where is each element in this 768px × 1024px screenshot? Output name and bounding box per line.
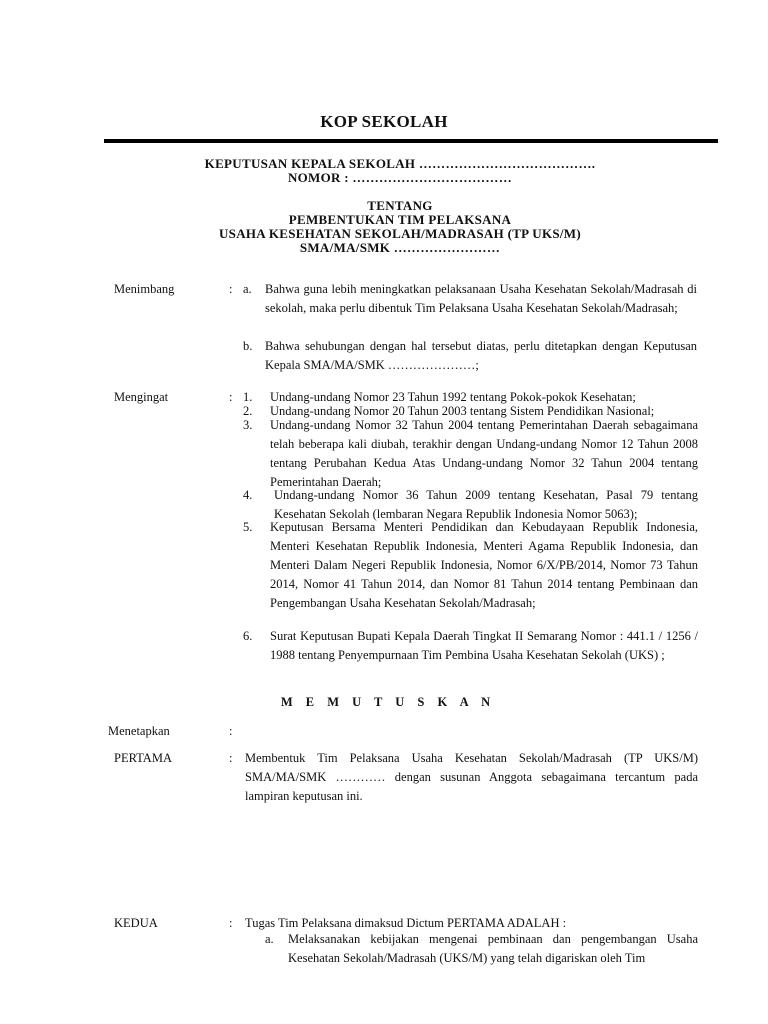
kedua-marker-a: a. [265, 932, 274, 946]
mengingat-item-2: Undang-undang Nomor 20 Tahun 2003 tentang Sistem Pendidikan Nasional; [270, 404, 655, 418]
menimbang-colon: : [229, 282, 233, 296]
mengingat-marker-4: 4. [243, 488, 253, 502]
decree-line: KEPUTUSAN KEPALA SEKOLAH …………………………………. [204, 156, 596, 171]
pertama-text: Membentuk Tim Pelaksana Usaha Kesehatan Sekolah/Madrasah (TP UKS/M) SMA/MA/SMK ………… dengan susunan Anggota sebagaimana tercantum pada lampiran keputusan ini. [245, 751, 698, 803]
mengingat-marker-5: 5. [243, 520, 253, 534]
kedua-intro: Tugas Tim Pelaksana dimaksud Dictum PERTAMA ADALAH : [245, 916, 567, 930]
mengingat-item-6: Surat Keputusan Bupati Kepala Daerah Tingkat II Semarang Nomor : 441.1 / 1256 / 1988 tentang Penyempurnaan Tim Pembina Usaha Kesehatan Sekolah (UKS) ; [270, 629, 698, 662]
subject-line-3: SMA/MA/SMK …………………… [299, 240, 501, 255]
letterhead-rule [104, 139, 718, 143]
about-heading: TENTANG [367, 198, 433, 213]
mengingat-colon: : [229, 390, 233, 404]
menimbang-item-b: Bahwa sehubungan dengan hal tersebut diatas, perlu ditetapkan dengan Keputusan Kepala SMA/MA/SMK …………………; [265, 339, 697, 372]
subject-line-1: PEMBENTUKAN TIM PELAKSANA [288, 212, 512, 227]
mengingat-item-5: Keputusan Bersama Menteri Pendidikan dan Kebudayaan Republik Indonesia, Menteri Kesehatan Republik Indonesia, Menteri Agama Republik Indonesia, dan Menteri Dalam Negeri Republik Indonesia, Nomor 6/X/PB/2014, Nomor 73 Tahun 2014, Nomor 41 Tahun 2014, dan Nomor 81 Tahun 2014 tentang Pembinaan dan Pengembangan Usaha Kesehatan Sekolah/Madrasah; [270, 520, 698, 610]
menimbang-item-a: Bahwa guna lebih meningkatkan pelaksanaan Usaha Kesehatan Sekolah/Madrasah di sekolah, maka perlu dibentuk Tim Pelaksana Usaha Kesehatan Sekolah/Madrasah; [265, 282, 697, 315]
mengingat-label: Mengingat [114, 390, 169, 404]
menimbang-label: Menimbang [114, 282, 175, 296]
menetapkan-colon: : [229, 724, 233, 738]
memutuskan-heading: M E M U T U S K A N [280, 695, 496, 709]
mengingat-item-3: Undang-undang Nomor 32 Tahun 2004 tentang Pemerintahan Daerah sebagaimana telah beberapa kali diubah, terakhir dengan Undang-undang Nomor 12 Tahun 2008 tentang Perubahan Kedua Atas Undang-undang Nomor 32 Tahun 2004 tentang Pemerintahan Daerah; [270, 418, 698, 489]
menetapkan-label: Menetapkan [108, 724, 170, 738]
mengingat-item-4: Undang-undang Nomor 36 Tahun 2009 tentang Kesehatan, Pasal 79 tentang Kesehatan Sekolah (lembaran Negara Republik Indonesia Nomor 5063); [274, 488, 698, 521]
mengingat-marker-6: 6. [243, 629, 253, 643]
decree-number: NOMOR : ……………………………… [287, 170, 513, 185]
mengingat-item-1: Undang-undang Nomor 23 Tahun 1992 tentang Pokok-pokok Kesehatan; [270, 390, 636, 404]
pertama-label: PERTAMA [114, 751, 172, 765]
kedua-item-a: Melaksanakan kebijakan mengenai pembinaan dan pengembangan Usaha Kesehatan Sekolah/Madrasah (UKS/M) yang telah digariskan oleh Tim [288, 932, 698, 965]
mengingat-marker-1: 1. [243, 390, 253, 404]
letterhead-title: KOP SEKOLAH [320, 112, 448, 131]
kedua-label: KEDUA [114, 916, 158, 930]
mengingat-marker-3: 3. [243, 418, 253, 432]
kedua-colon: : [229, 916, 233, 930]
mengingat-marker-2: 2. [243, 404, 253, 418]
subject-line-2: USAHA KESEHATAN SEKOLAH/MADRASAH (TP UKS/M) [218, 226, 581, 241]
pertama-colon: : [229, 751, 233, 765]
menimbang-marker-a: a. [243, 282, 252, 296]
menimbang-marker-b: b. [243, 339, 253, 353]
